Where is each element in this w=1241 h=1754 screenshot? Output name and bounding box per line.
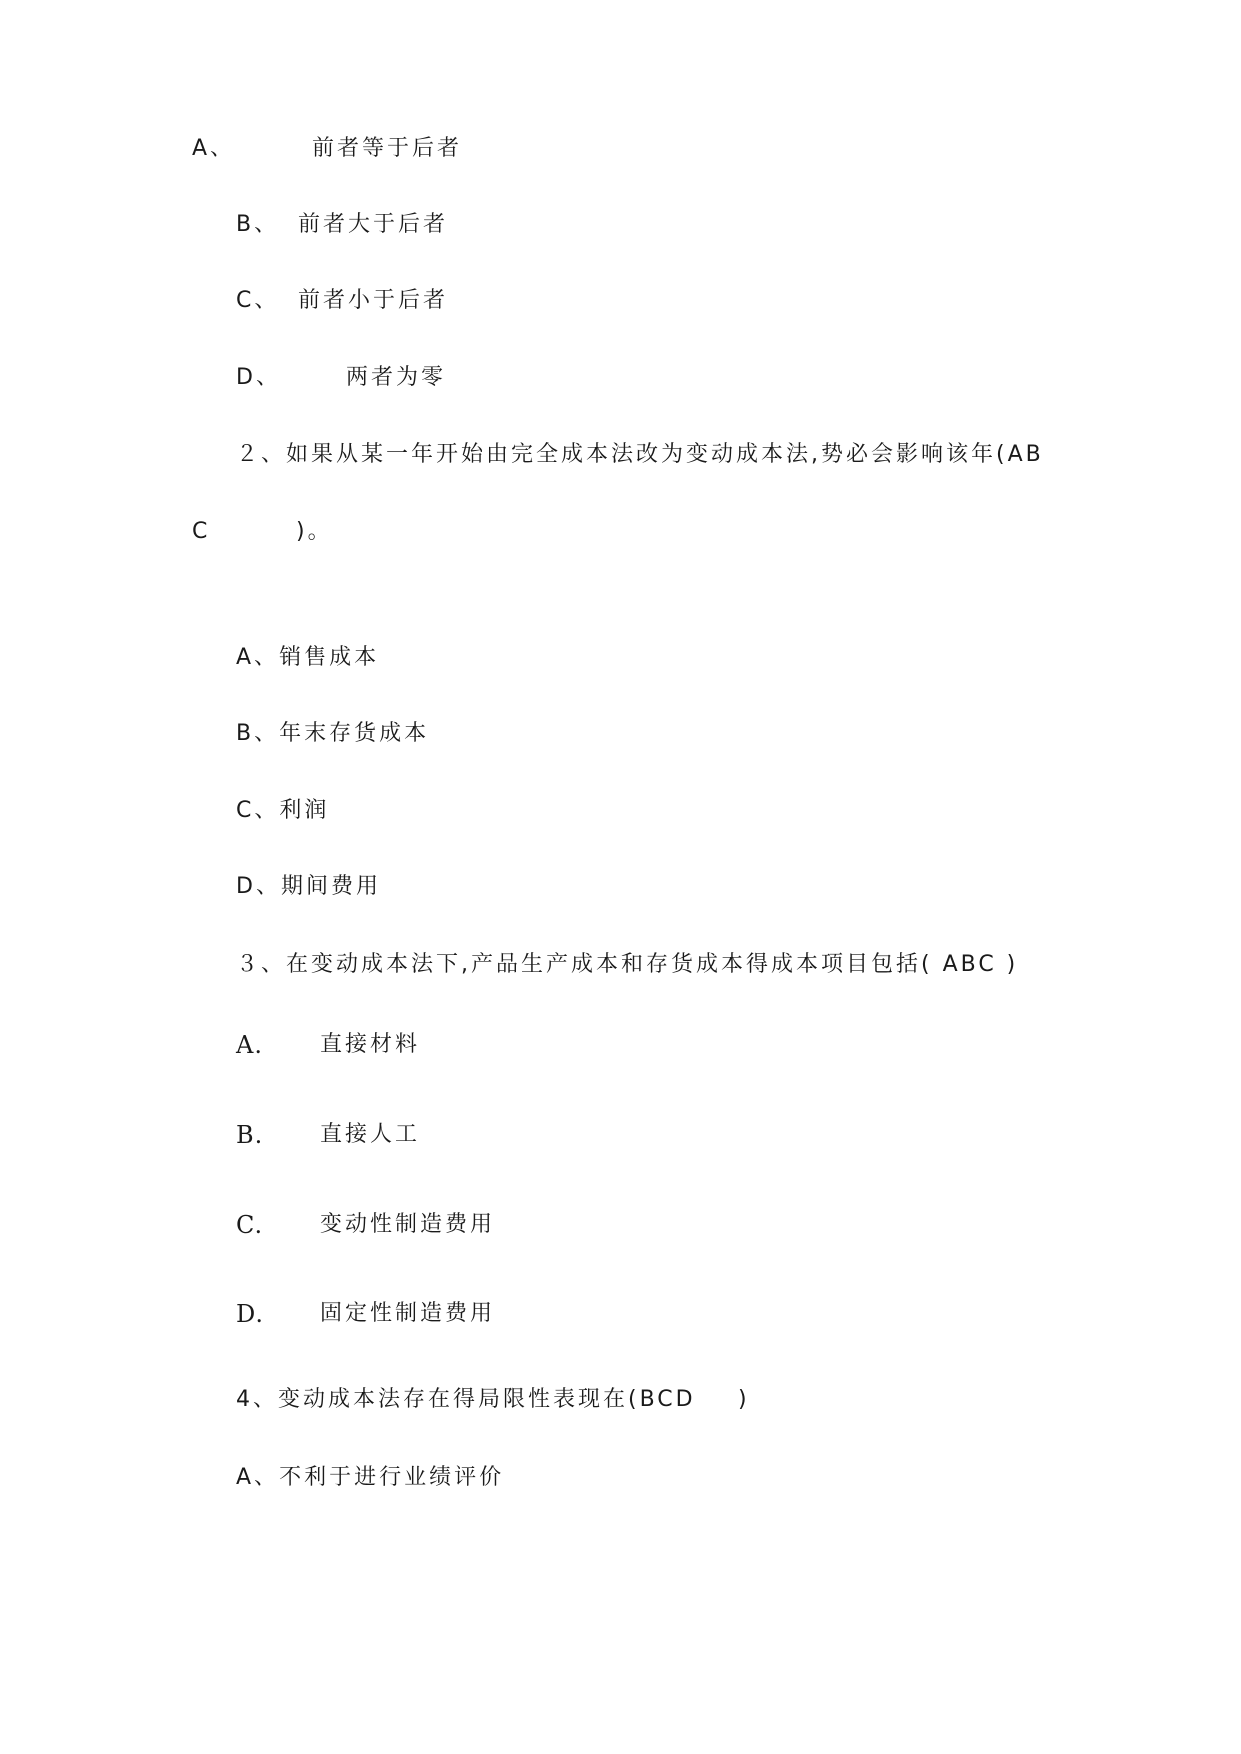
q3-option-a <box>236 1030 421 1062</box>
option-text: 销售成本 <box>279 645 380 670</box>
q3-stem: ３、在变动成本法下,产品生产成本和存货成本得成本项目包括( ABC ) <box>236 952 1019 977</box>
option-text: 期间费用 <box>280 874 381 899</box>
option-label: D、 <box>236 365 281 390</box>
q2-stem-line1: ２、如果从某一年开始由完全成本法改为变动成本法,势必会影响该年(AB <box>236 442 1044 467</box>
q2-stem-line2-start: C <box>192 519 211 544</box>
option-text: 前者等于后者 <box>312 136 463 161</box>
option-text: 前者大于后者 <box>298 212 449 237</box>
option-label: C、 <box>236 798 280 823</box>
q3-option-c <box>236 1210 496 1242</box>
option-label: B. <box>236 1121 264 1149</box>
option-text: 直接人工 <box>320 1122 421 1147</box>
q1-option-d <box>236 363 447 393</box>
q2-option-d <box>236 872 381 902</box>
q4-option-a <box>236 1463 504 1493</box>
option-text: 利润 <box>279 798 330 823</box>
option-label: C、 <box>236 288 280 313</box>
option-label: A、 <box>192 136 236 161</box>
q1-option-a <box>192 134 463 164</box>
option-text: 前者小于后者 <box>298 288 449 313</box>
option-label: A. <box>236 1031 263 1059</box>
q2-option-b <box>236 719 429 749</box>
q1-option-b <box>236 210 449 240</box>
q3-option-d <box>236 1299 496 1331</box>
q2-option-a <box>236 643 379 673</box>
q3-option-b <box>236 1120 421 1152</box>
option-label: D. <box>236 1300 265 1328</box>
q4-stem-start: 4、变动成本法存在得局限性表现在(BCD <box>236 1387 696 1412</box>
option-text: 直接材料 <box>320 1032 421 1057</box>
q2-option-c <box>236 796 329 826</box>
option-label: B、 <box>236 721 280 746</box>
option-label: D、 <box>236 874 281 899</box>
q1-option-c <box>236 286 449 316</box>
option-label: C. <box>236 1211 264 1239</box>
option-label: A、 <box>236 645 280 670</box>
option-text: 年末存货成本 <box>279 721 430 746</box>
option-text: 变动性制造费用 <box>320 1212 496 1237</box>
q4-stem-end: ) <box>738 1387 750 1412</box>
option-text: 不利于进行业绩评价 <box>279 1465 505 1490</box>
q4-stem <box>236 1385 750 1415</box>
option-label: B、 <box>236 212 280 237</box>
q2-stem-line2 <box>192 517 333 547</box>
q2-stem-line2-end: )。 <box>296 519 333 544</box>
option-label: A、 <box>236 1465 280 1490</box>
option-text: 两者为零 <box>346 365 447 390</box>
option-text: 固定性制造费用 <box>320 1301 496 1326</box>
